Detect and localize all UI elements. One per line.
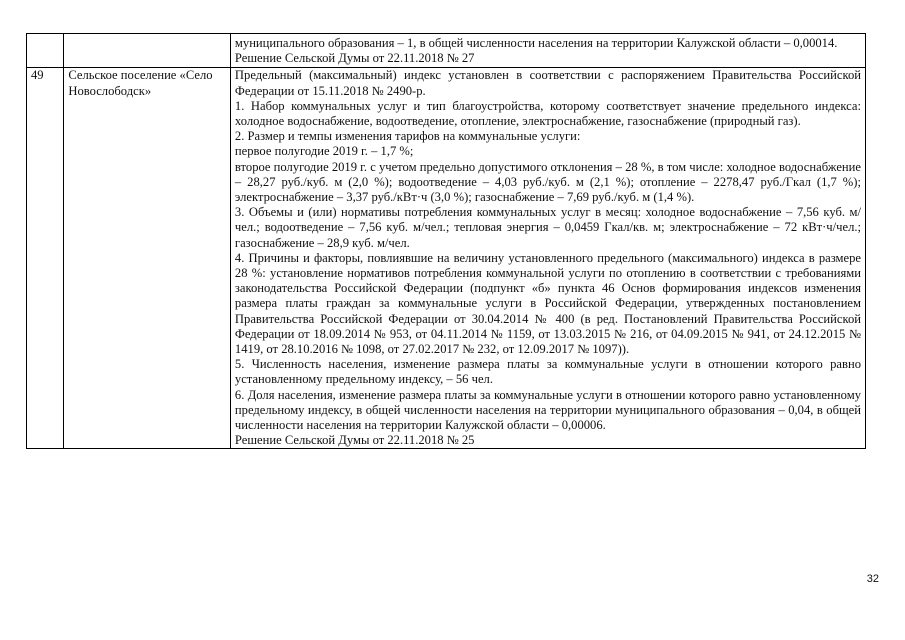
- decision-reference: Решение Сельской Думы от 22.11.2018 № 27: [234, 51, 475, 66]
- item-6-share: 6. Доля населения, изменение размера платы за коммунальные услуги в отношении которого равно установленному предельному индексу, в общей численности населения на территории муниципального образования – 0,04, в общей численности населения на территории Калужской области – 0,00006.: [234, 387, 861, 433]
- table-row-49: [27, 68, 866, 449]
- details-cell: [230, 34, 865, 68]
- page-number: 32: [866, 573, 879, 585]
- details-cell: [230, 68, 865, 449]
- item-2-heading: 2. Размер и темпы изменения тарифов на коммунальные услуги:: [234, 129, 581, 144]
- continued-paragraph: муниципального образования – 1, в общей численности населения на территории Калужской области – 0,00014.: [234, 36, 838, 50]
- legal-basis-paragraph: Предельный (максимальный) индекс установлен в соответствии с распоряжением Правительства Российской Федерации от 15.11.2018 № 2490-р.: [234, 68, 861, 98]
- item-1-utilities: 1. Набор коммунальных услуг и тип благоустройства, которому соответствует значение предельного индекса: холодное водоснабжение, водоотведение, отопление, электроснабжение, газоснабжение (природный газ).: [234, 98, 861, 129]
- row-number-cell: 49: [27, 68, 64, 449]
- item-2-first-half: первое полугодие 2019 г. – 1,7 %;: [234, 144, 414, 159]
- row-number-cell: [27, 34, 64, 68]
- municipality-cell: [64, 34, 231, 68]
- item-5-population: 5. Численность населения, изменение размера платы за коммунальные услуги в отношении которого равно установленному предельному индексу, – 56 чел.: [234, 357, 861, 387]
- municipality-name: Сельское поселение «Село Новослободск»: [64, 68, 231, 449]
- indices-table: [26, 33, 866, 449]
- item-4-reasons: 4. Причины и факторы, повлиявшие на величину установленного предельного (максимального) индекса в размере 28 %: установление нормативов потребления коммунальной услуги по отоплению в соответствии с требованиями законодательства Российской Федерации (подпункт «б» пункта 46 Основ формирования индексов изменения размера платы граждан за коммунальные услуги в Российской Федерации, утвержденных постановлением Правительства Российской Федерации от 30.04.2014 № 400 (в ред. Постановлений Правительства Российской Федерации от 18.09.2014 № 953, от 04.11.2014 № 1159, от 13.03.2015 № 216, от 04.09.2015 № 941, от 24.12.2015 № 1419, от 28.10.2016 № 1098, от 27.02.2017 № 232, от 12.09.2017 № 1097)).: [234, 250, 861, 357]
- item-2-second-half: второе полугодие 2019 г. с учетом предельно допустимого отклонения – 28 %, в том числе: холодное водоснабжение – 28,27 руб./куб. м (2,0 %); водоотведение – 4,03 руб./куб. м (2,1 %); отопление – 2278,47 руб./Гкал (1,7 %); электроснабжение – 3,37 руб./кВт·ч (3,0 %); газоснабжение – 7,69 руб./куб. м (1,4 %).: [234, 159, 861, 205]
- item-3-volumes: 3. Объемы и (или) нормативы потребления коммунальных услуг в месяц: холодное водоснабжение – 7,56 куб. м/чел.; водоотведение – 7,56 куб. м/чел.; тепловая энергия – 0,0459 Гкал/кв. м; электроснабжение – 72 кВт·ч/чел.; газоснабжение – 28,9 куб. м/чел.: [234, 205, 861, 250]
- decision-reference: Решение Сельской Думы от 22.11.2018 № 25: [234, 433, 475, 448]
- table-row-previous: [27, 34, 866, 68]
